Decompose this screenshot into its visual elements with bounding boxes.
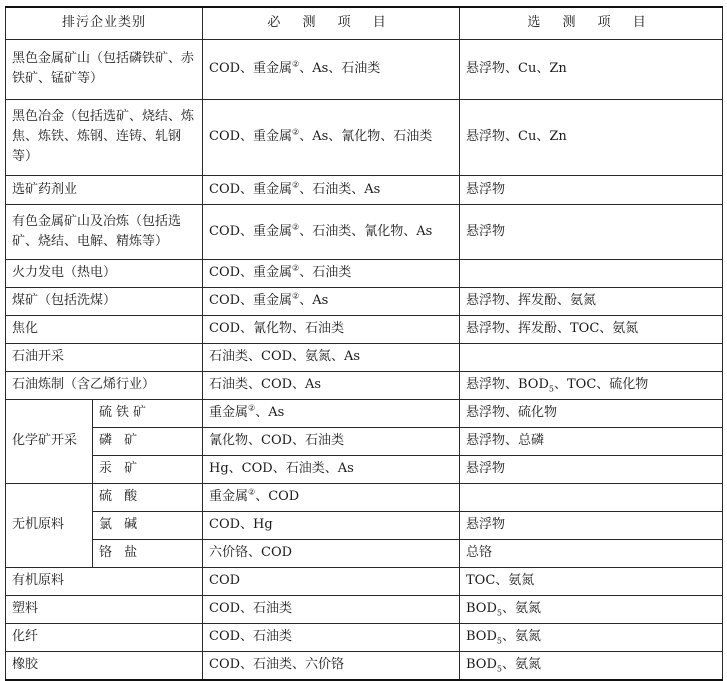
row-required: COD、重金属②、石油类、As bbox=[203, 175, 460, 204]
row-required: COD、重金属②、石油类 bbox=[203, 259, 460, 287]
row-optional: 悬浮物、Cu、Zn bbox=[460, 39, 723, 99]
row-required: COD、重金属②、石油类、氰化物、As bbox=[203, 204, 460, 259]
group-label: 无机原料 bbox=[6, 483, 93, 567]
table-row bbox=[6, 623, 723, 651]
header-category: 排污企业类别 bbox=[6, 7, 203, 39]
row-category: 黑色冶金（包括选矿、烧结、炼焦、炼铁、炼钢、连铸、轧钢等） bbox=[6, 99, 203, 175]
table-header-row bbox=[6, 7, 723, 39]
table-row bbox=[6, 539, 723, 567]
row-optional: 悬浮物 bbox=[460, 204, 723, 259]
row-category: 橡胶 bbox=[6, 651, 203, 680]
row-category: 有机原料 bbox=[6, 567, 203, 595]
row-category: 焦化 bbox=[6, 315, 203, 343]
row-required: COD、重金属②、As bbox=[203, 287, 460, 315]
row-category: 石油炼制（含乙烯行业） bbox=[6, 371, 203, 399]
pollutant-monitoring-table bbox=[5, 6, 723, 681]
table-row bbox=[6, 651, 723, 680]
row-optional: $BOD_5$、氨氮 bbox=[460, 595, 723, 623]
table-row bbox=[6, 343, 723, 371]
table-row bbox=[6, 99, 723, 175]
row-required: 石油类、COD、As bbox=[203, 371, 460, 399]
row-optional: 悬浮物、挥发酚、TOC、氨氮 bbox=[460, 315, 723, 343]
table-row bbox=[6, 287, 723, 315]
row-optional: 悬浮物 bbox=[460, 175, 723, 204]
row-optional bbox=[460, 343, 723, 371]
row-required: COD、石油类 bbox=[203, 623, 460, 651]
sub-category: 铬 盐 bbox=[93, 539, 203, 567]
row-category: 石油开采 bbox=[6, 343, 203, 371]
row-optional: $BOD_5$、氨氮 bbox=[460, 651, 723, 680]
row-optional: $BOD_5$、氨氮 bbox=[460, 623, 723, 651]
row-optional: 悬浮物 bbox=[460, 511, 723, 539]
row-category: 火力发电（热电） bbox=[6, 259, 203, 287]
row-optional: 悬浮物、$BOD_5$、TOC、硫化物 bbox=[460, 371, 723, 399]
table-row bbox=[6, 427, 723, 455]
table-row bbox=[6, 204, 723, 259]
table-row bbox=[6, 399, 723, 427]
table-row bbox=[6, 567, 723, 595]
row-required: 石油类、COD、氨氮、As bbox=[203, 343, 460, 371]
row-required: 氰化物、COD、石油类 bbox=[203, 427, 460, 455]
table-row bbox=[6, 259, 723, 287]
header-required: 必 测 项 目 bbox=[203, 7, 460, 39]
sub-category: 硫 酸 bbox=[93, 483, 203, 511]
row-category: 黑色金属矿山（包括磷铁矿、赤铁矿、锰矿等） bbox=[6, 39, 203, 99]
row-optional: 悬浮物、硫化物 bbox=[460, 399, 723, 427]
table-row bbox=[6, 483, 723, 511]
row-optional: 悬浮物、总磷 bbox=[460, 427, 723, 455]
row-category: 煤矿（包括洗煤） bbox=[6, 287, 203, 315]
table-row bbox=[6, 175, 723, 204]
table-row bbox=[6, 39, 723, 99]
row-category: 塑料 bbox=[6, 595, 203, 623]
row-required: 重金属②、As bbox=[203, 399, 460, 427]
row-required: COD、Hg bbox=[203, 511, 460, 539]
header-optional: 选 测 项 目 bbox=[460, 7, 723, 39]
row-category: 选矿药剂业 bbox=[6, 175, 203, 204]
row-optional bbox=[460, 259, 723, 287]
row-required: Hg、COD、石油类、As bbox=[203, 455, 460, 483]
row-category: 化纤 bbox=[6, 623, 203, 651]
table-row bbox=[6, 315, 723, 343]
sub-category: 硫铁矿 bbox=[93, 399, 203, 427]
sub-category: 汞 矿 bbox=[93, 455, 203, 483]
table-row bbox=[6, 371, 723, 399]
row-optional: TOC、氨氮 bbox=[460, 567, 723, 595]
row-required: COD、氰化物、石油类 bbox=[203, 315, 460, 343]
sub-category: 氯 碱 bbox=[93, 511, 203, 539]
row-required: COD bbox=[203, 567, 460, 595]
row-optional: 总铬 bbox=[460, 539, 723, 567]
row-required: 六价铬、COD bbox=[203, 539, 460, 567]
row-required: COD、石油类、六价铬 bbox=[203, 651, 460, 680]
table-row bbox=[6, 455, 723, 483]
table-row bbox=[6, 595, 723, 623]
table-row bbox=[6, 511, 723, 539]
row-optional: 悬浮物、挥发酚、氨氮 bbox=[460, 287, 723, 315]
row-required: 重金属②、COD bbox=[203, 483, 460, 511]
row-optional bbox=[460, 483, 723, 511]
row-category: 有色金属矿山及冶炼（包括选矿、烧结、电解、精炼等） bbox=[6, 204, 203, 259]
row-optional: 悬浮物 bbox=[460, 455, 723, 483]
row-required: COD、重金属②、As、石油类 bbox=[203, 39, 460, 99]
row-required: COD、石油类 bbox=[203, 595, 460, 623]
row-optional: 悬浮物、Cu、Zn bbox=[460, 99, 723, 175]
sub-category: 磷 矿 bbox=[93, 427, 203, 455]
group-label: 化学矿开采 bbox=[6, 399, 93, 483]
row-required: COD、重金属②、As、氰化物、石油类 bbox=[203, 99, 460, 175]
